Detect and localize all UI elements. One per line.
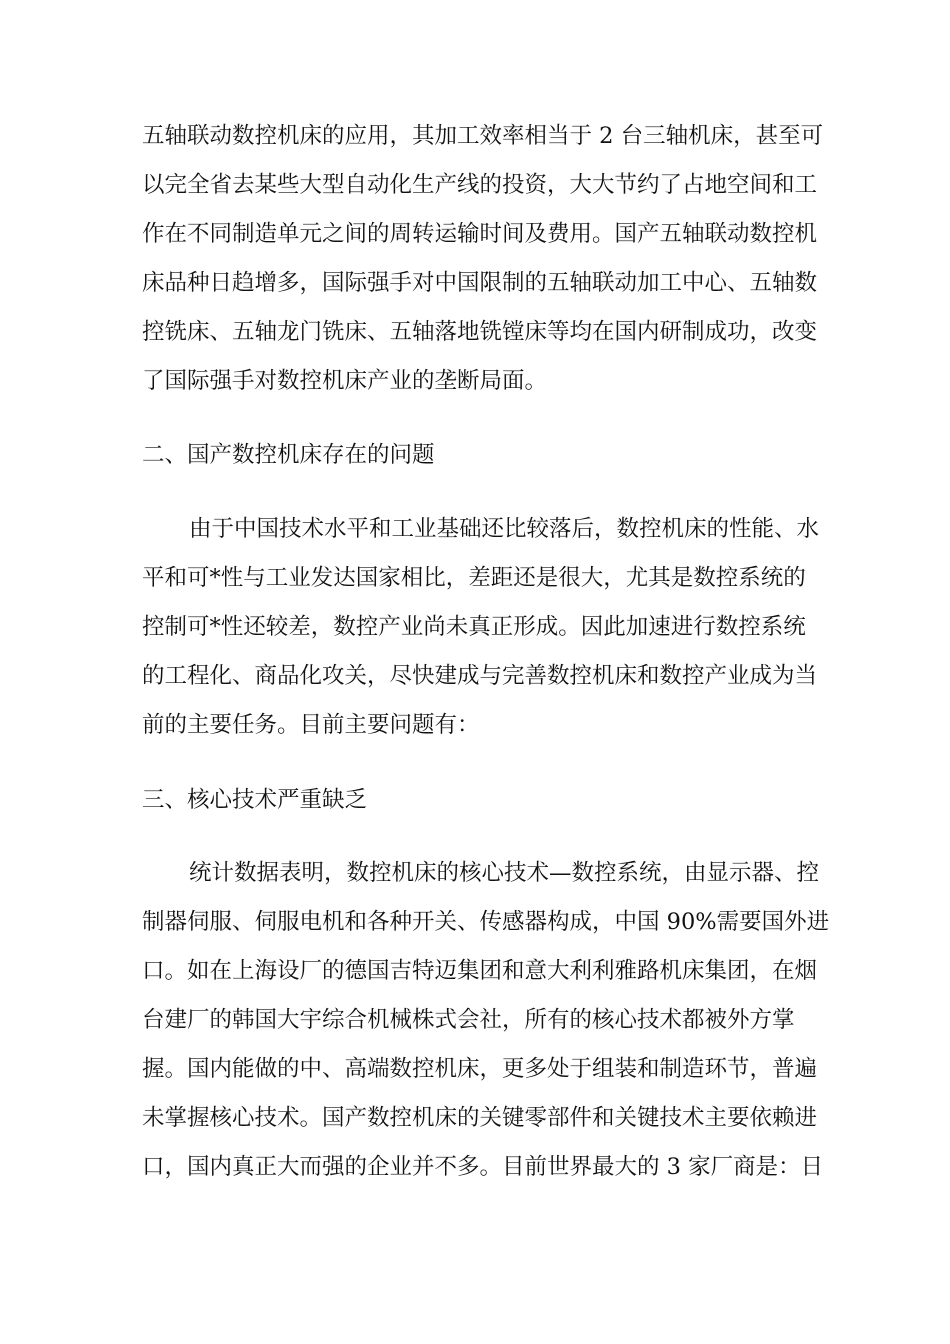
- para2-line-3: 控制可*性还较差，数控产业尚未真正形成。因此加速进行数控系统: [142, 614, 806, 640]
- para3-line-4: 台建厂的韩国大宇综合机械株式会社，所有的核心技术都被外方掌: [142, 1007, 795, 1033]
- para1-line-6: 了国际强手对数控机床产业的垄断局面。: [142, 368, 548, 394]
- para3-line-1: 统计数据表明，数控机床的核心技术—数控系统，由显示器、控: [189, 860, 820, 886]
- para3-line-7: 口，国内真正大而强的企业并不多。目前世界最大的 3 家厂商是：日: [142, 1154, 824, 1180]
- para3-line-5: 握。国内能做的中、高端数控机床，更多处于组装和制造环节，普遍: [142, 1056, 818, 1082]
- para2-line-4: 的工程化、商品化攻关，尽快建成与完善数控机床和数控产业成为当: [142, 663, 818, 689]
- para1-line-3: 作在不同制造单元之间的周转运输时间及费用。国产五轴联动数控机: [142, 221, 818, 247]
- para1-line-5: 控铣床、五轴龙门铣床、五轴落地铣镗床等均在国内研制成功，改变: [142, 319, 818, 345]
- section-heading-2: 二、国产数控机床存在的问题: [142, 442, 435, 468]
- para2-line-1: 由于中国技术水平和工业基础还比较落后，数控机床的性能、水: [189, 516, 820, 542]
- para1-line-2: 以完全省去某些大型自动化生产线的投资，大大节约了占地空间和工: [142, 172, 818, 198]
- para3-line-3: 口。如在上海设厂的德国吉特迈集团和意大利利雅路机床集团，在烟: [142, 958, 818, 984]
- para2-line-2: 平和可*性与工业发达国家相比，差距还是很大，尤其是数控系统的: [142, 565, 806, 591]
- para3-line-6: 未掌握核心技术。国产数控机床的关键零部件和关键技术主要依赖进: [142, 1105, 818, 1131]
- para3-line-2: 制器伺服、伺服电机和各种开关、传感器构成，中国 90%需要国外进: [142, 909, 830, 935]
- para2-line-5: 前的主要任务。目前主要问题有：: [142, 712, 480, 738]
- section-heading-3: 三、核心技术严重缺乏: [142, 787, 368, 813]
- para1-line-1: 五轴联动数控机床的应用，其加工效率相当于 2 台三轴机床，甚至可: [142, 123, 824, 149]
- para1-line-4: 床品种日趋增多，国际强手对中国限制的五轴联动加工中心、五轴数: [142, 270, 818, 296]
